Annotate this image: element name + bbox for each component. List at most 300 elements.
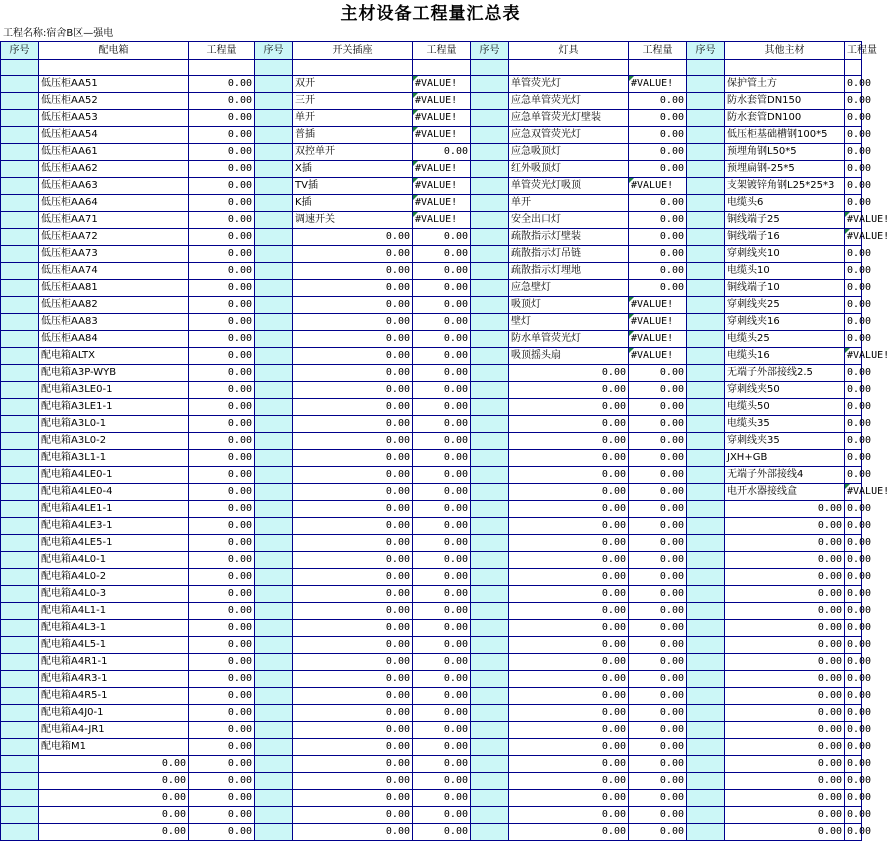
box-qty-cell[interactable]: 0.00 <box>189 450 255 467</box>
other-name-cell[interactable]: 保护管土方 <box>725 76 845 93</box>
other-name-cell[interactable] <box>725 60 845 76</box>
box-name-cell[interactable]: 配电箱A4L0-3 <box>39 586 189 603</box>
box-name-cell[interactable]: 配电箱A3LE1-1 <box>39 399 189 416</box>
seq-cell[interactable] <box>687 484 725 501</box>
seq-cell[interactable] <box>687 790 725 807</box>
seq-cell[interactable] <box>687 144 725 161</box>
switch-name-cell[interactable]: 0.00 <box>293 467 413 484</box>
light-qty-cell[interactable]: #VALUE! <box>629 348 687 365</box>
switch-qty-cell[interactable]: 0.00 <box>413 790 471 807</box>
box-qty-cell[interactable]: 0.00 <box>189 484 255 501</box>
seq-cell[interactable] <box>1 467 39 484</box>
light-qty-cell[interactable]: 0.00 <box>629 637 687 654</box>
seq-cell[interactable] <box>1 212 39 229</box>
seq-cell[interactable] <box>255 416 293 433</box>
seq-cell[interactable] <box>255 280 293 297</box>
seq-cell[interactable] <box>255 331 293 348</box>
box-name-cell[interactable]: 低压柜AA54 <box>39 127 189 144</box>
seq-cell[interactable] <box>255 654 293 671</box>
seq-cell[interactable] <box>471 433 509 450</box>
switch-qty-cell[interactable]: 0.00 <box>413 297 471 314</box>
box-qty-cell[interactable]: 0.00 <box>189 518 255 535</box>
box-name-cell[interactable]: 配电箱M1 <box>39 739 189 756</box>
light-name-cell[interactable]: 安全出口灯 <box>509 212 629 229</box>
seq-cell[interactable] <box>687 93 725 110</box>
seq-cell[interactable] <box>471 365 509 382</box>
seq-cell[interactable] <box>255 603 293 620</box>
other-qty-cell[interactable]: 0.00 <box>845 399 862 416</box>
switch-qty-cell[interactable]: #VALUE! <box>413 178 471 195</box>
seq-cell[interactable] <box>1 756 39 773</box>
col-header-seq[interactable]: 序号 <box>471 42 509 60</box>
light-qty-cell[interactable]: 0.00 <box>629 144 687 161</box>
other-name-cell[interactable]: 铜线端子16 <box>725 229 845 246</box>
light-qty-cell[interactable]: 0.00 <box>629 739 687 756</box>
box-name-cell[interactable]: 0.00 <box>39 824 189 841</box>
switch-qty-cell[interactable] <box>413 60 471 76</box>
box-qty-cell[interactable]: 0.00 <box>189 603 255 620</box>
switch-name-cell[interactable]: 0.00 <box>293 739 413 756</box>
switch-qty-cell[interactable]: 0.00 <box>413 535 471 552</box>
other-qty-cell[interactable]: 0.00 <box>845 824 862 841</box>
seq-cell[interactable] <box>255 161 293 178</box>
switch-qty-cell[interactable]: 0.00 <box>413 280 471 297</box>
col-header-seq[interactable]: 序号 <box>255 42 293 60</box>
seq-cell[interactable] <box>471 824 509 841</box>
other-name-cell[interactable]: 电缆头50 <box>725 399 845 416</box>
other-name-cell[interactable]: 防水套管DN150 <box>725 93 845 110</box>
light-qty-cell[interactable]: 0.00 <box>629 127 687 144</box>
other-qty-cell[interactable]: 0.00 <box>845 535 862 552</box>
seq-cell[interactable] <box>687 450 725 467</box>
seq-cell[interactable] <box>687 331 725 348</box>
box-name-cell[interactable]: 配电箱A4R1-1 <box>39 654 189 671</box>
other-qty-cell[interactable]: 0.00 <box>845 365 862 382</box>
box-name-cell[interactable]: 低压柜AA72 <box>39 229 189 246</box>
switch-qty-cell[interactable]: 0.00 <box>413 756 471 773</box>
seq-cell[interactable] <box>1 671 39 688</box>
switch-name-cell[interactable]: 0.00 <box>293 518 413 535</box>
box-qty-cell[interactable]: 0.00 <box>189 297 255 314</box>
seq-cell[interactable] <box>687 671 725 688</box>
switch-qty-cell[interactable]: 0.00 <box>413 637 471 654</box>
light-name-cell[interactable]: 0.00 <box>509 569 629 586</box>
switch-qty-cell[interactable]: 0.00 <box>413 365 471 382</box>
seq-cell[interactable] <box>255 773 293 790</box>
light-name-cell[interactable]: 0.00 <box>509 722 629 739</box>
other-name-cell[interactable]: 0.00 <box>725 824 845 841</box>
box-name-cell[interactable]: 配电箱A4LE3-1 <box>39 518 189 535</box>
box-qty-cell[interactable]: 0.00 <box>189 348 255 365</box>
box-name-cell[interactable]: 低压柜AA84 <box>39 331 189 348</box>
light-name-cell[interactable]: 壁灯 <box>509 314 629 331</box>
seq-cell[interactable] <box>1 60 39 76</box>
light-name-cell[interactable]: 0.00 <box>509 671 629 688</box>
seq-cell[interactable] <box>1 450 39 467</box>
switch-name-cell[interactable]: 0.00 <box>293 314 413 331</box>
switch-name-cell[interactable]: 0.00 <box>293 807 413 824</box>
switch-name-cell[interactable]: 0.00 <box>293 484 413 501</box>
seq-cell[interactable] <box>687 756 725 773</box>
switch-qty-cell[interactable]: #VALUE! <box>413 110 471 127</box>
seq-cell[interactable] <box>687 722 725 739</box>
other-qty-cell[interactable]: 0.00 <box>845 382 862 399</box>
switch-name-cell[interactable]: 0.00 <box>293 246 413 263</box>
other-qty-cell[interactable]: 0.00 <box>845 518 862 535</box>
seq-cell[interactable] <box>255 722 293 739</box>
seq-cell[interactable] <box>471 416 509 433</box>
seq-cell[interactable] <box>687 603 725 620</box>
seq-cell[interactable] <box>687 399 725 416</box>
box-name-cell[interactable]: 0.00 <box>39 756 189 773</box>
switch-qty-cell[interactable]: 0.00 <box>413 382 471 399</box>
light-name-cell[interactable]: 应急壁灯 <box>509 280 629 297</box>
switch-qty-cell[interactable]: 0.00 <box>413 416 471 433</box>
box-name-cell[interactable]: 0.00 <box>39 773 189 790</box>
other-name-cell[interactable]: 支架镀锌角钢L25*25*3 <box>725 178 845 195</box>
box-name-cell[interactable]: 配电箱A3L1-1 <box>39 450 189 467</box>
seq-cell[interactable] <box>471 518 509 535</box>
light-name-cell[interactable]: 0.00 <box>509 382 629 399</box>
other-qty-cell[interactable]: 0.00 <box>845 110 862 127</box>
seq-cell[interactable] <box>471 76 509 93</box>
seq-cell[interactable] <box>1 297 39 314</box>
other-qty-cell[interactable]: 0.00 <box>845 297 862 314</box>
light-name-cell[interactable]: 0.00 <box>509 807 629 824</box>
light-qty-cell[interactable]: 0.00 <box>629 484 687 501</box>
seq-cell[interactable] <box>255 807 293 824</box>
seq-cell[interactable] <box>471 314 509 331</box>
light-qty-cell[interactable]: 0.00 <box>629 161 687 178</box>
other-qty-cell[interactable]: 0.00 <box>845 586 862 603</box>
box-name-cell[interactable]: 配电箱A4-JR1 <box>39 722 189 739</box>
box-name-cell[interactable]: 低压柜AA51 <box>39 76 189 93</box>
switch-name-cell[interactable]: 0.00 <box>293 637 413 654</box>
seq-cell[interactable] <box>687 127 725 144</box>
seq-cell[interactable] <box>1 603 39 620</box>
other-qty-cell[interactable]: 0.00 <box>845 161 862 178</box>
light-qty-cell[interactable]: 0.00 <box>629 399 687 416</box>
light-name-cell[interactable]: 疏散指示灯埋地 <box>509 263 629 280</box>
seq-cell[interactable] <box>255 93 293 110</box>
other-name-cell[interactable]: 0.00 <box>725 688 845 705</box>
seq-cell[interactable] <box>687 637 725 654</box>
box-name-cell[interactable]: 配电箱A4L0-1 <box>39 552 189 569</box>
seq-cell[interactable] <box>471 212 509 229</box>
seq-cell[interactable] <box>471 229 509 246</box>
switch-qty-cell[interactable]: 0.00 <box>413 688 471 705</box>
switch-qty-cell[interactable]: 0.00 <box>413 501 471 518</box>
light-qty-cell[interactable]: 0.00 <box>629 756 687 773</box>
other-name-cell[interactable]: 0.00 <box>725 705 845 722</box>
light-qty-cell[interactable]: 0.00 <box>629 93 687 110</box>
light-qty-cell[interactable]: 0.00 <box>629 212 687 229</box>
box-qty-cell[interactable]: 0.00 <box>189 705 255 722</box>
box-name-cell[interactable]: 配电箱A4J0-1 <box>39 705 189 722</box>
switch-qty-cell[interactable]: 0.00 <box>413 722 471 739</box>
other-qty-cell[interactable] <box>845 60 862 76</box>
switch-name-cell[interactable]: 单开 <box>293 110 413 127</box>
light-qty-cell[interactable]: 0.00 <box>629 535 687 552</box>
switch-name-cell[interactable]: 0.00 <box>293 535 413 552</box>
light-name-cell[interactable]: 0.00 <box>509 790 629 807</box>
seq-cell[interactable] <box>471 620 509 637</box>
box-qty-cell[interactable]: 0.00 <box>189 535 255 552</box>
switch-name-cell[interactable]: TV插 <box>293 178 413 195</box>
other-qty-cell[interactable]: 0.00 <box>845 93 862 110</box>
seq-cell[interactable] <box>255 739 293 756</box>
switch-qty-cell[interactable]: 0.00 <box>413 467 471 484</box>
other-name-cell[interactable]: 预埋扁钢-25*5 <box>725 161 845 178</box>
box-name-cell[interactable]: 配电箱A3L0-1 <box>39 416 189 433</box>
seq-cell[interactable] <box>255 127 293 144</box>
other-name-cell[interactable]: 0.00 <box>725 501 845 518</box>
seq-cell[interactable] <box>255 144 293 161</box>
box-qty-cell[interactable]: 0.00 <box>189 433 255 450</box>
seq-cell[interactable] <box>1 399 39 416</box>
other-name-cell[interactable]: 0.00 <box>725 671 845 688</box>
seq-cell[interactable] <box>471 501 509 518</box>
seq-cell[interactable] <box>1 688 39 705</box>
box-name-cell[interactable]: 配电箱A4L3-1 <box>39 620 189 637</box>
light-name-cell[interactable]: 应急单管荧光灯壁装 <box>509 110 629 127</box>
seq-cell[interactable] <box>471 178 509 195</box>
light-name-cell[interactable]: 0.00 <box>509 535 629 552</box>
light-name-cell[interactable]: 吸顶摇头扇 <box>509 348 629 365</box>
seq-cell[interactable] <box>471 450 509 467</box>
col-header-other-qty[interactable]: 工程量 <box>845 42 862 60</box>
seq-cell[interactable] <box>1 331 39 348</box>
box-name-cell[interactable]: 配电箱A4L1-1 <box>39 603 189 620</box>
other-qty-cell[interactable]: 0.00 <box>845 569 862 586</box>
light-name-cell[interactable]: 0.00 <box>509 688 629 705</box>
light-name-cell[interactable]: 疏散指示灯吊链 <box>509 246 629 263</box>
box-name-cell[interactable]: 低压柜AA73 <box>39 246 189 263</box>
other-name-cell[interactable]: 电缆头35 <box>725 416 845 433</box>
other-qty-cell[interactable]: 0.00 <box>845 501 862 518</box>
seq-cell[interactable] <box>471 705 509 722</box>
box-qty-cell[interactable]: 0.00 <box>189 263 255 280</box>
seq-cell[interactable] <box>1 569 39 586</box>
box-name-cell[interactable]: 配电箱A4LE5-1 <box>39 535 189 552</box>
seq-cell[interactable] <box>687 246 725 263</box>
switch-qty-cell[interactable]: 0.00 <box>413 654 471 671</box>
seq-cell[interactable] <box>687 229 725 246</box>
other-name-cell[interactable]: 0.00 <box>725 586 845 603</box>
switch-name-cell[interactable]: 0.00 <box>293 280 413 297</box>
seq-cell[interactable] <box>687 314 725 331</box>
light-qty-cell[interactable]: #VALUE! <box>629 297 687 314</box>
switch-name-cell[interactable]: 0.00 <box>293 586 413 603</box>
light-name-cell[interactable]: 0.00 <box>509 654 629 671</box>
switch-name-cell[interactable]: 0.00 <box>293 654 413 671</box>
box-name-cell[interactable]: 配电箱A4L0-2 <box>39 569 189 586</box>
seq-cell[interactable] <box>1 382 39 399</box>
seq-cell[interactable] <box>1 161 39 178</box>
switch-qty-cell[interactable]: 0.00 <box>413 824 471 841</box>
switch-name-cell[interactable]: 双开 <box>293 76 413 93</box>
light-qty-cell[interactable]: 0.00 <box>629 280 687 297</box>
seq-cell[interactable] <box>255 212 293 229</box>
seq-cell[interactable] <box>1 739 39 756</box>
seq-cell[interactable] <box>255 365 293 382</box>
box-qty-cell[interactable]: 0.00 <box>189 365 255 382</box>
box-qty-cell[interactable]: 0.00 <box>189 620 255 637</box>
seq-cell[interactable] <box>255 518 293 535</box>
seq-cell[interactable] <box>1 654 39 671</box>
box-qty-cell[interactable]: 0.00 <box>189 76 255 93</box>
box-qty-cell[interactable]: 0.00 <box>189 280 255 297</box>
seq-cell[interactable] <box>255 552 293 569</box>
seq-cell[interactable] <box>687 178 725 195</box>
seq-cell[interactable] <box>471 263 509 280</box>
seq-cell[interactable] <box>1 535 39 552</box>
seq-cell[interactable] <box>255 297 293 314</box>
light-name-cell[interactable]: 0.00 <box>509 586 629 603</box>
seq-cell[interactable] <box>1 637 39 654</box>
other-name-cell[interactable]: 电缆头10 <box>725 263 845 280</box>
box-qty-cell[interactable]: 0.00 <box>189 586 255 603</box>
seq-cell[interactable] <box>255 314 293 331</box>
switch-name-cell[interactable]: 0.00 <box>293 722 413 739</box>
other-qty-cell[interactable]: 0.00 <box>845 688 862 705</box>
light-name-cell[interactable]: 0.00 <box>509 399 629 416</box>
light-qty-cell[interactable]: 0.00 <box>629 246 687 263</box>
seq-cell[interactable] <box>471 60 509 76</box>
seq-cell[interactable] <box>1 824 39 841</box>
seq-cell[interactable] <box>1 127 39 144</box>
box-qty-cell[interactable]: 0.00 <box>189 195 255 212</box>
seq-cell[interactable] <box>255 450 293 467</box>
switch-qty-cell[interactable]: 0.00 <box>413 603 471 620</box>
switch-name-cell[interactable]: X插 <box>293 161 413 178</box>
switch-name-cell[interactable]: 0.00 <box>293 756 413 773</box>
switch-name-cell[interactable]: 0.00 <box>293 569 413 586</box>
switch-qty-cell[interactable]: #VALUE! <box>413 127 471 144</box>
other-name-cell[interactable]: 0.00 <box>725 535 845 552</box>
box-qty-cell[interactable]: 0.00 <box>189 501 255 518</box>
light-name-cell[interactable]: 0.00 <box>509 501 629 518</box>
other-name-cell[interactable]: 电开水器接线盒 <box>725 484 845 501</box>
switch-qty-cell[interactable]: 0.00 <box>413 263 471 280</box>
box-name-cell[interactable]: 低压柜AA62 <box>39 161 189 178</box>
seq-cell[interactable] <box>255 484 293 501</box>
light-qty-cell[interactable]: 0.00 <box>629 195 687 212</box>
other-qty-cell[interactable]: 0.00 <box>845 433 862 450</box>
seq-cell[interactable] <box>687 195 725 212</box>
switch-name-cell[interactable]: 三开 <box>293 93 413 110</box>
box-qty-cell[interactable]: 0.00 <box>189 807 255 824</box>
switch-name-cell[interactable]: 0.00 <box>293 365 413 382</box>
box-qty-cell[interactable]: 0.00 <box>189 314 255 331</box>
seq-cell[interactable] <box>687 348 725 365</box>
box-name-cell[interactable]: 配电箱ALTX <box>39 348 189 365</box>
other-name-cell[interactable]: 穿刺线夹10 <box>725 246 845 263</box>
switch-name-cell[interactable]: 普插 <box>293 127 413 144</box>
light-qty-cell[interactable]: 0.00 <box>629 518 687 535</box>
seq-cell[interactable] <box>471 807 509 824</box>
seq-cell[interactable] <box>687 416 725 433</box>
other-name-cell[interactable]: 无端子外部接线2.5 <box>725 365 845 382</box>
seq-cell[interactable] <box>1 501 39 518</box>
seq-cell[interactable] <box>471 671 509 688</box>
switch-name-cell[interactable]: 0.00 <box>293 824 413 841</box>
light-name-cell[interactable]: 0.00 <box>509 620 629 637</box>
other-name-cell[interactable]: 0.00 <box>725 739 845 756</box>
box-name-cell[interactable]: 0.00 <box>39 790 189 807</box>
seq-cell[interactable] <box>471 161 509 178</box>
box-qty-cell[interactable]: 0.00 <box>189 212 255 229</box>
seq-cell[interactable] <box>1 348 39 365</box>
seq-cell[interactable] <box>255 586 293 603</box>
light-name-cell[interactable]: 0.00 <box>509 603 629 620</box>
seq-cell[interactable] <box>1 144 39 161</box>
seq-cell[interactable] <box>1 76 39 93</box>
other-name-cell[interactable]: 防水套管DN100 <box>725 110 845 127</box>
seq-cell[interactable] <box>255 756 293 773</box>
other-qty-cell[interactable]: 0.00 <box>845 739 862 756</box>
seq-cell[interactable] <box>471 195 509 212</box>
other-name-cell[interactable]: 0.00 <box>725 620 845 637</box>
box-qty-cell[interactable]: 0.00 <box>189 552 255 569</box>
seq-cell[interactable] <box>1 620 39 637</box>
other-name-cell[interactable]: 铜线端子25 <box>725 212 845 229</box>
seq-cell[interactable] <box>255 824 293 841</box>
seq-cell[interactable] <box>687 110 725 127</box>
seq-cell[interactable] <box>471 93 509 110</box>
other-qty-cell[interactable]: 0.00 <box>845 467 862 484</box>
seq-cell[interactable] <box>471 348 509 365</box>
box-qty-cell[interactable]: 0.00 <box>189 399 255 416</box>
other-qty-cell[interactable]: #VALUE! <box>845 484 862 501</box>
other-name-cell[interactable]: 低压柜基础槽钢100*5 <box>725 127 845 144</box>
other-qty-cell[interactable]: 0.00 <box>845 603 862 620</box>
seq-cell[interactable] <box>471 399 509 416</box>
light-name-cell[interactable]: 0.00 <box>509 433 629 450</box>
switch-qty-cell[interactable]: 0.00 <box>413 620 471 637</box>
light-qty-cell[interactable]: 0.00 <box>629 586 687 603</box>
seq-cell[interactable] <box>255 671 293 688</box>
box-qty-cell[interactable]: 0.00 <box>189 467 255 484</box>
box-name-cell[interactable]: 配电箱A4LE0-4 <box>39 484 189 501</box>
switch-qty-cell[interactable]: 0.00 <box>413 807 471 824</box>
box-name-cell[interactable]: 低压柜AA71 <box>39 212 189 229</box>
other-qty-cell[interactable]: 0.00 <box>845 654 862 671</box>
switch-qty-cell[interactable]: #VALUE! <box>413 161 471 178</box>
seq-cell[interactable] <box>255 688 293 705</box>
seq-cell[interactable] <box>687 433 725 450</box>
seq-cell[interactable] <box>1 110 39 127</box>
box-qty-cell[interactable]: 0.00 <box>189 382 255 399</box>
other-name-cell[interactable]: 0.00 <box>725 756 845 773</box>
seq-cell[interactable] <box>1 433 39 450</box>
other-name-cell[interactable]: 0.00 <box>725 637 845 654</box>
switch-name-cell[interactable]: 0.00 <box>293 603 413 620</box>
seq-cell[interactable] <box>471 688 509 705</box>
seq-cell[interactable] <box>1 790 39 807</box>
light-qty-cell[interactable]: 0.00 <box>629 416 687 433</box>
light-name-cell[interactable]: 0.00 <box>509 518 629 535</box>
other-name-cell[interactable]: 0.00 <box>725 807 845 824</box>
light-name-cell[interactable]: 应急单管荧光灯 <box>509 93 629 110</box>
project-name-label[interactable]: 工程名称:宿舍B区—强电 <box>3 28 114 39</box>
other-qty-cell[interactable]: 0.00 <box>845 705 862 722</box>
seq-cell[interactable] <box>471 127 509 144</box>
box-qty-cell[interactable]: 0.00 <box>189 654 255 671</box>
seq-cell[interactable] <box>687 161 725 178</box>
light-qty-cell[interactable]: 0.00 <box>629 620 687 637</box>
box-qty-cell[interactable] <box>189 60 255 76</box>
